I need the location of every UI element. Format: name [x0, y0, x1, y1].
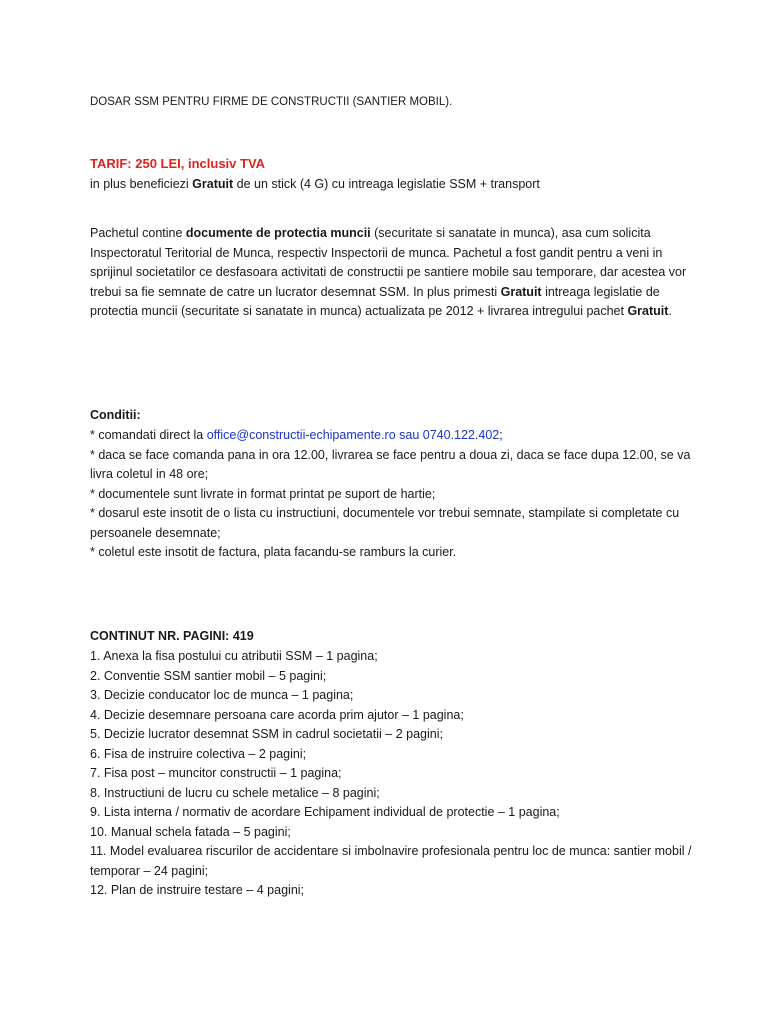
order-suffix: ;: [499, 428, 503, 442]
contents-item: 5. Decizie lucrator desemnat SSM in cadrul societatii – 2 pagini;: [90, 727, 443, 741]
benefit-free: Gratuit: [192, 177, 234, 191]
contents-item: 11. Model evaluarea riscurilor de accidentare si imbolnavire profesionala pentru loc de munca: santier mobil / temporar – 24 pagini;: [90, 844, 692, 878]
price-line: TARIF: 250 LEI, inclusiv TVA: [90, 156, 266, 171]
condition-item: * documentele sunt livrate in format printat pe suport de hartie;: [90, 486, 436, 501]
contents-item: 10. Manual schela fatada – 5 pagini;: [90, 824, 291, 839]
condition-item-order: [90, 426, 702, 446]
contents-heading: CONTINUT NR. PAGINI: 419: [90, 629, 254, 643]
title-suffix: .: [449, 96, 453, 108]
order-prefix: * comandati direct la: [90, 428, 207, 442]
contents-item: 4. Decizie desemnare persoana care acorda prim ajutor – 1 pagina;: [90, 707, 464, 722]
document-title: [90, 93, 452, 113]
contents-item: 9. Lista interna / normativ de acordare Echipament individual de protectie – 1 pagina;: [90, 805, 560, 819]
contents-item: 8. Instructiuni de lucru cu schele metalice – 8 pagini;: [90, 785, 380, 800]
contents-item: 1. Anexa la fisa postului cu atributii SSM – 1 pagina;: [90, 649, 378, 663]
intro-text-e: intreaga legislatie de protectia muncii (securitate si sanatate in munca) actualizata pe 2012 + livrarea intregului pachet: [90, 284, 660, 318]
benefit-text-c: de un stick (4 G) cu intreaga legislatie SSM + transport: [233, 177, 540, 191]
intro-bold-free-1: Gratuit: [500, 284, 542, 299]
contents-item: 7. Fisa post – muncitor constructii – 1 pagina;: [90, 766, 342, 780]
contents-item: 3. Decizie conducator loc de munca – 1 pagina;: [90, 688, 354, 702]
contents-item: 12. Plan de instruire testare – 4 pagini;: [90, 883, 305, 897]
title-prefix: DOSAR SSM PENTRU: [90, 96, 213, 108]
contact-link[interactable]: office@constructii-echipamente.ro sau 0740.122.402: [206, 428, 500, 442]
intro-text-g: .: [668, 304, 672, 318]
contents-item: 2. Conventie SSM santier mobil – 5 pagini;: [90, 668, 327, 683]
conditions-heading: Conditii:: [90, 408, 141, 422]
title-main: FIRME DE CONSTRUCTII (SANTIER MOBIL): [212, 96, 450, 108]
intro-text-c: (securitate si sanatate in munca), asa cum solicita Inspectoratul Teritorial de Munca, respectiv Inspectorii de munca. Pachetul a fost gandit pentru a veni in sprijinul societatilor ce desfasoara activitati de constructii pe santiere mobile sau temporare, dar acestea vor trebui sa fie semnate de catre un lucrator desemnat SSM. In plus primesti: [90, 226, 687, 299]
conditions-list: [90, 426, 702, 563]
condition-item: * dosarul este insotit de o lista cu instructiuni, documentele vor trebui semnate, stampilate si completate cu persoanele desemnate;: [90, 506, 680, 540]
benefit-text-a: in plus beneficiezi: [90, 177, 193, 191]
intro-bold-documents: documente de protectia muncii: [185, 226, 371, 240]
condition-item: * daca se face comanda pana in ora 12.00, livrarea se face pentru a doua zi, daca se face dupa 12.00, se va livra coletul in 48 ore;: [90, 447, 691, 481]
condition-item: * coletul este insotit de factura, plata facandu-se ramburs la curier.: [90, 545, 457, 559]
intro-text-a: Pachetul contine: [90, 226, 186, 240]
contents-item: 6. Fisa de instruire colectiva – 2 pagini;: [90, 746, 307, 761]
contents-list: [90, 647, 702, 901]
benefit-line: [90, 175, 540, 195]
intro-paragraph: [90, 224, 702, 322]
intro-bold-free-2: Gratuit: [627, 304, 669, 318]
